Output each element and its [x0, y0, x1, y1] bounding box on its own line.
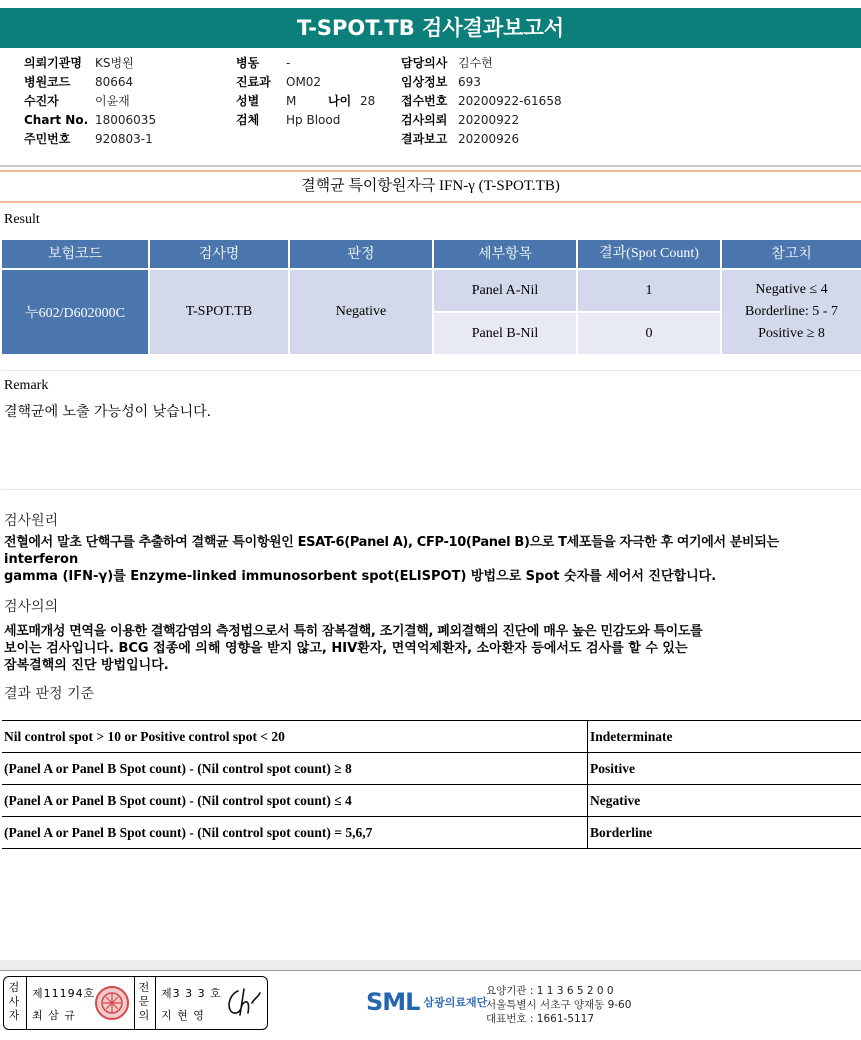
- divider: [0, 165, 861, 167]
- organization-info: [486, 984, 631, 1026]
- specialist-id: 제3 3 3 호: [161, 987, 222, 1000]
- criteria-result: Indeterminate: [590, 729, 673, 744]
- divider: [134, 977, 135, 1029]
- info-column-1: [24, 54, 157, 149]
- info-row: 진료과 OM02: [236, 75, 322, 89]
- org-address: 서울특별시 서초구 양재동 9-60: [486, 999, 632, 1011]
- remark-box: [2, 370, 861, 490]
- divider: [0, 970, 861, 971]
- patient-info: [0, 54, 861, 160]
- examiner-label: 검 사 자: [8, 981, 20, 1022]
- reference-borderline: Borderline: 5 - 7: [745, 304, 838, 319]
- header-detail-item: 세부항목: [434, 240, 576, 268]
- remark-text: 결핵균에 노출 가능성이 낮습니다.: [4, 404, 212, 420]
- significance-text: 세포매개성 면역을 이용한 결핵감염의 측정법으로서 특히 잠복결핵, 조기결핵, 폐외결핵의 진단에 매우 높은 민감도와 특이도를 보이는 검사입니다. BCG 접종에 의해 영향을 받지 않고, HIV환자, 면역억제환자, 소아환자 등에서도 검사를 할 수 있는 잠복결핵의 진단 방법입니다.: [4, 624, 703, 673]
- footer-bar: [0, 960, 861, 970]
- table-row: [2, 817, 861, 849]
- info-row: 임상정보 693: [401, 75, 481, 89]
- criteria-condition: (Panel A or Panel B Spot count) - (Nil control spot count) ≤ 4: [2, 785, 588, 816]
- insurance-code-cell: 누602/D602000C: [2, 270, 148, 354]
- info-row: 결과보고 20200926: [401, 132, 520, 146]
- reference-positive: Positive ≥ 8: [758, 326, 825, 341]
- logo-mark: SML: [366, 988, 420, 1016]
- org-phone: 대표번호 : 1661-5117: [486, 1013, 595, 1025]
- info-row: 검체 Hp Blood: [236, 113, 341, 127]
- specialist-name: 지 현 영: [161, 1009, 205, 1022]
- criteria-result: Negative: [590, 793, 641, 808]
- age-label: 나이: [328, 94, 352, 108]
- info-column-2: [236, 54, 376, 130]
- org-registration: 요양기관 : 1 1 3 6 5 2 0 0: [486, 985, 614, 997]
- info-row: 검사의뢰 20200922: [401, 113, 520, 127]
- header-insurance-code: 보험코드: [2, 240, 148, 268]
- panel-a-count: 1: [578, 270, 720, 311]
- divider: [0, 170, 861, 172]
- judgement-cell: Negative: [290, 270, 432, 354]
- report-title: T-SPOT.TB 검사결과보고서: [0, 8, 861, 48]
- principle-text: 전혈에서 말초 단핵구를 추출하여 결핵균 특이항원인 ESAT-6(Panel A), CFP-10(Panel B)으로 T세포들을 자극한 후 여기에서 분비되는 interferon gamma (IFN-γ)를 Enzyme-linked immunosorbent spot(ELISPOT) 방법으로 Spot 숫자를 세어서 진단합니다.: [4, 535, 779, 584]
- divider: [26, 977, 27, 1029]
- info-row: 병원코드 80664: [24, 75, 134, 89]
- significance-title: 검사의의: [4, 599, 59, 615]
- header-result: 결과(Spot Count): [578, 240, 720, 268]
- sml-logo: [366, 982, 487, 1022]
- info-row: 접수번호 20200922-61658: [401, 94, 562, 108]
- test-name-cell: T-SPOT.TB: [150, 270, 288, 354]
- header-judgement: 판정: [290, 240, 432, 268]
- info-row: Chart No. 18006035: [24, 113, 157, 127]
- info-row: 의뢰기관명 KS병원: [24, 56, 134, 70]
- signature-icon: [222, 985, 264, 1021]
- examiner-name: 최 삼 규: [32, 1009, 76, 1022]
- table-row: [2, 785, 861, 817]
- panel-b-count: 0: [578, 313, 720, 354]
- examiner-id: 제11194호: [32, 987, 96, 1000]
- info-row: 병동 -: [236, 56, 291, 70]
- remark-title: Remark: [4, 378, 49, 393]
- result-label: Result: [4, 212, 40, 227]
- table-row: [2, 721, 861, 753]
- criteria-condition: Nil control spot > 10 or Positive control spot < 20: [2, 721, 588, 752]
- logo-name: 삼광의료재단: [423, 996, 488, 1009]
- header-reference: 참고치: [722, 240, 861, 268]
- info-row: 주민번호 920803-1: [24, 132, 153, 146]
- reference-cell: [722, 270, 861, 354]
- age-value: 28: [360, 94, 376, 108]
- info-row: 담당의사 김수현: [401, 56, 493, 70]
- info-row: 수진자 이윤재: [24, 94, 130, 108]
- signature-box: [3, 976, 268, 1030]
- criteria-condition: (Panel A or Panel B Spot count) - (Nil control spot count) = 5,6,7: [2, 817, 588, 848]
- principle-title: 검사원리: [4, 513, 59, 529]
- header-test-name: 검사명: [150, 240, 288, 268]
- criteria-condition: (Panel A or Panel B Spot count) - (Nil control spot count) ≥ 8: [2, 753, 588, 784]
- criteria-result: Positive: [590, 761, 635, 776]
- reference-negative: Negative ≤ 4: [755, 282, 828, 297]
- table-row: [2, 753, 861, 785]
- panel-a-name: Panel A-Nil: [434, 270, 576, 311]
- info-column-3: [401, 54, 562, 149]
- panel-b-name: Panel B-Nil: [434, 313, 576, 354]
- criteria-title: 결과 판정 기준: [4, 686, 95, 702]
- criteria-table: [2, 720, 861, 849]
- seal-stamp-icon: [94, 985, 130, 1021]
- divider: [155, 977, 156, 1029]
- divider: [0, 201, 861, 203]
- criteria-result: Borderline: [590, 825, 653, 840]
- info-row: 성별 M 나이 28: [236, 92, 271, 111]
- test-subtitle: 결핵균 특이항원자극 IFN-γ (T-SPOT.TB): [301, 178, 560, 194]
- specialist-label: 전 문 의: [138, 981, 150, 1022]
